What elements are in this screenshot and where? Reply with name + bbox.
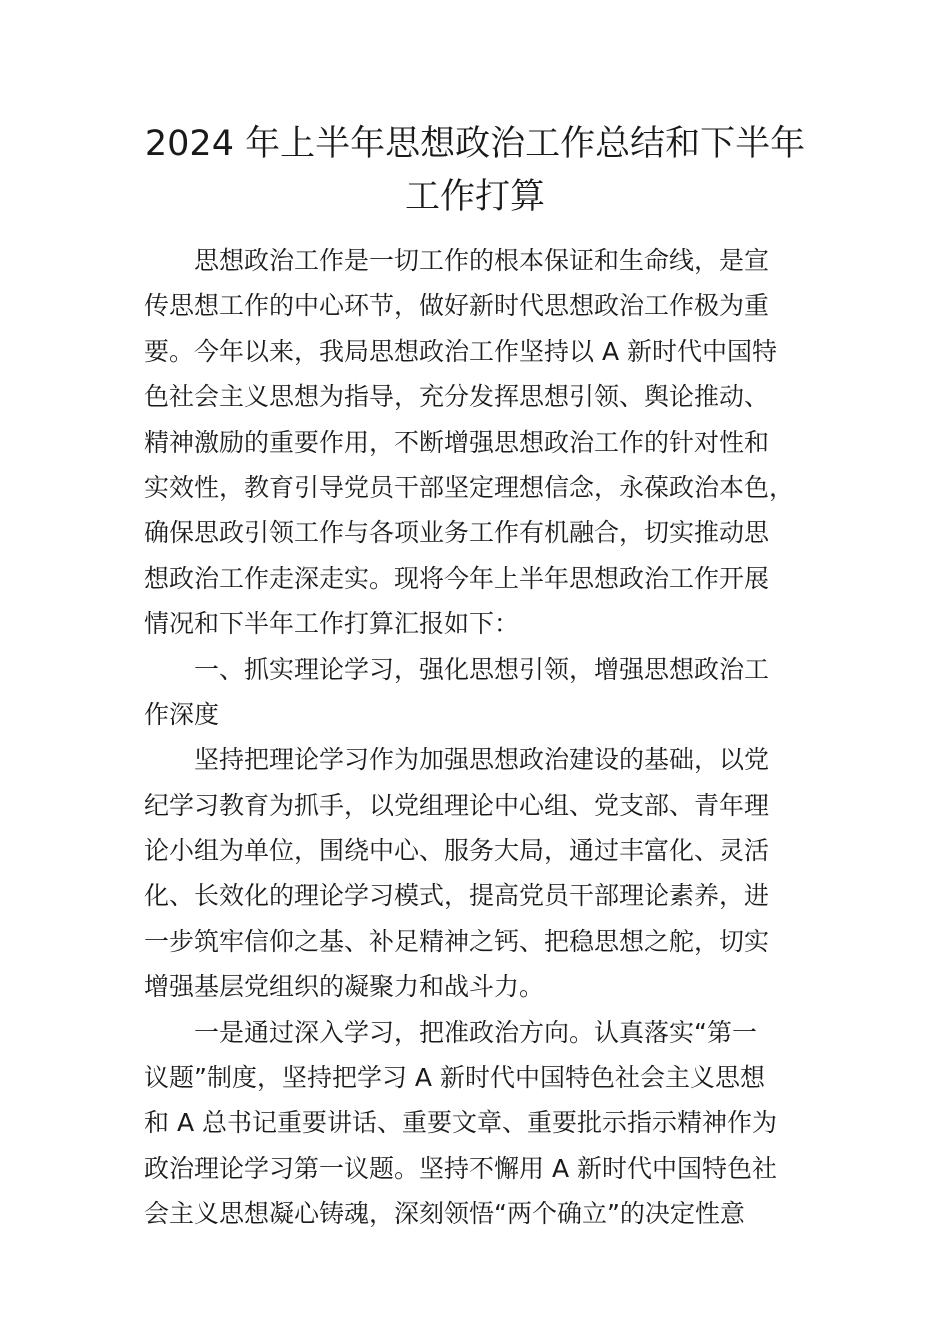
paragraph-line: 要。今年以来，我局思想政治工作坚持以 A 新时代中国特 xyxy=(144,336,777,366)
paragraph-line: 纪学习教育为抓手，以党组理论中心组、党支部、青年理 xyxy=(144,790,770,820)
document-body xyxy=(144,238,804,1237)
paragraph-line: 坚持把理论学习作为加强思想政治建设的基础，以党 xyxy=(194,745,770,775)
paragraph-line: 一是通过深入学习，把准政治方向。认真落实“第一 xyxy=(194,1017,757,1047)
paragraph-line: 思想政治工作是一切工作的根本保证和生命线，是宣 xyxy=(194,246,770,275)
paragraph-line: 一步筑牢信仰之基、补足精神之钙、把稳思想之舵，切实 xyxy=(144,926,770,956)
section-heading-line: 作深度 xyxy=(144,699,220,729)
paragraph-line: 情况和下半年工作打算汇报如下： xyxy=(144,609,520,639)
paragraph-line: 实效性，教育引导党员干部坚定理想信念，永葆政治本色， xyxy=(144,472,795,502)
paragraph-line: 政治理论学习第一议题。坚持不懈用 A 新时代中国特色社 xyxy=(144,1153,777,1183)
paragraph-line: 增强基层党组织的凝聚力和战斗力。 xyxy=(144,972,545,1002)
paragraph-line: 精神激励的重要作用，不断增强思想政治工作的针对性和 xyxy=(144,427,770,457)
paragraph-line: 和 A 总书记重要讲话、重要文章、重要批示指示精神作为 xyxy=(144,1108,777,1138)
paragraph-line: 传思想工作的中心环节，做好新时代思想政治工作极为重 xyxy=(144,291,770,321)
paragraph-line: 议题”制度，坚持把学习 A 新时代中国特色社会主义思想 xyxy=(144,1063,765,1093)
paragraph-line: 确保思政引领工作与各项业务工作有机融合，切实推动思 xyxy=(144,518,770,548)
paragraph-line: 想政治工作走深走实。现将今年上半年思想政治工作开展 xyxy=(144,563,770,593)
document-title xyxy=(110,118,840,224)
paragraph-line: 色社会主义思想为指导，充分发挥思想引领、舆论推动、 xyxy=(144,382,770,412)
title-line: 2024 年上半年思想政治工作总结和下半年 xyxy=(144,124,806,164)
paragraph-line: 会主义思想凝心铸魂，深刻领悟“两个确立”的决定性意 xyxy=(144,1199,745,1229)
section-heading-line: 一、抓实理论学习，强化思想引领，增强思想政治工 xyxy=(194,654,770,684)
paragraph-line: 化、长效化的理论学习模式，提高党员干部理论素养，进 xyxy=(144,881,770,911)
paragraph-line: 论小组为单位，围绕中心、服务大局，通过丰富化、灵活 xyxy=(144,836,770,866)
title-line: 工作打算 xyxy=(404,177,545,217)
